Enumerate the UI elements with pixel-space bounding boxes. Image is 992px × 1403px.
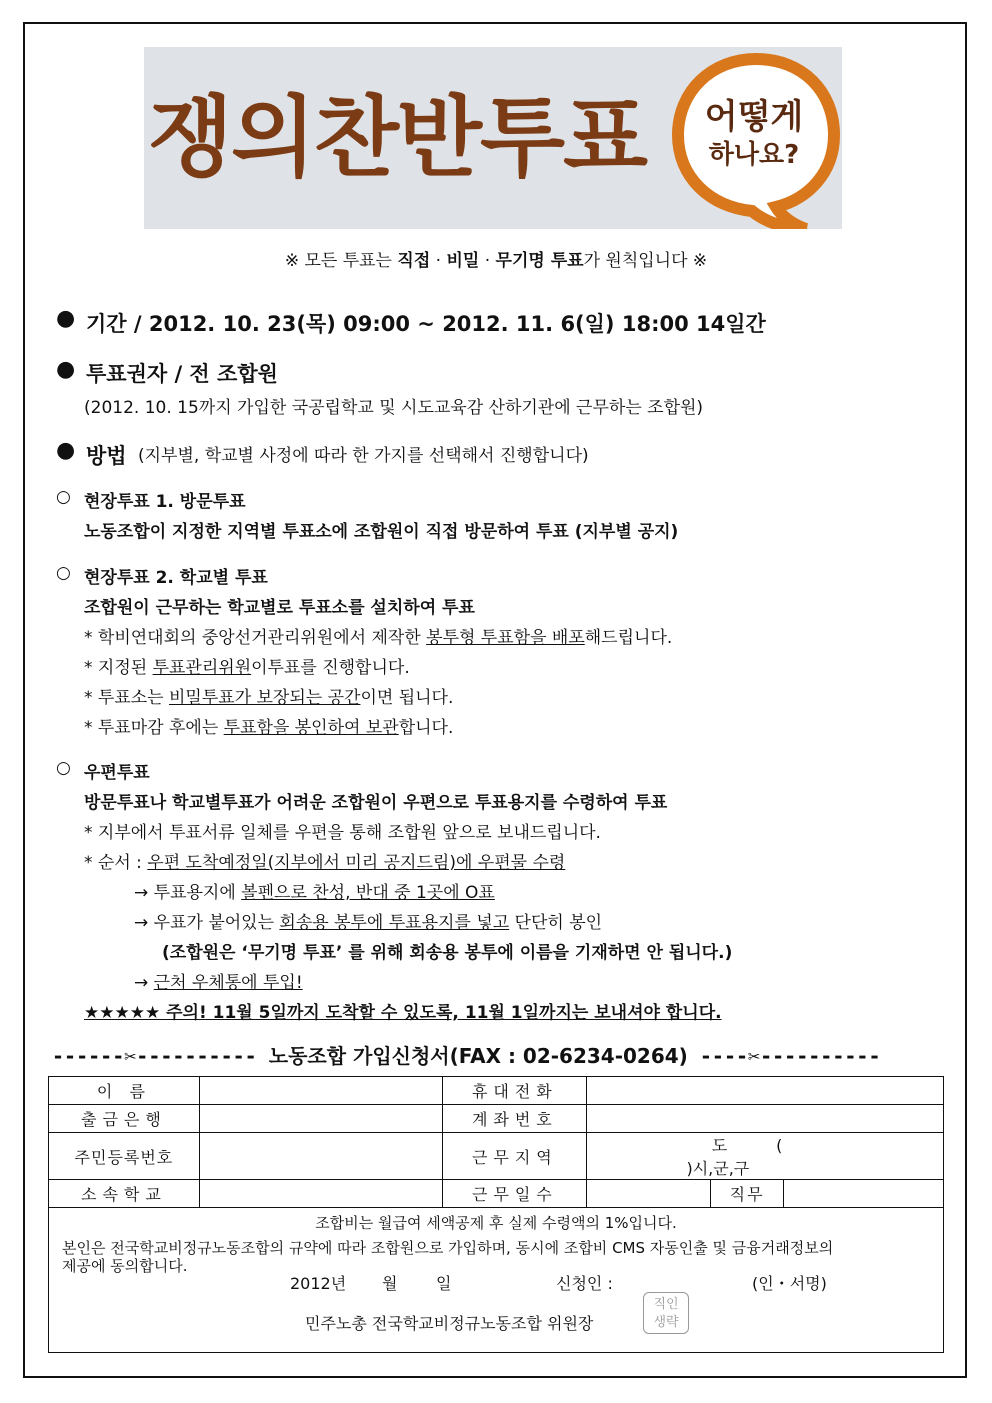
form-title: 노동조합 가입신청서(FAX : 02-6234-0264)	[268, 1044, 688, 1068]
bullet-icon: ●	[56, 357, 76, 382]
star-icon: *	[84, 628, 93, 648]
star-icon: *	[84, 658, 93, 678]
postal-title: 우편투표	[84, 763, 150, 783]
union-chair: 민주노총 전국학교비정규노동조합 위원장	[305, 1314, 594, 1333]
postal-step2: → 우표가 붙어있는 회송용 봉투에 투표용지를 넣고 단단히 봉인	[134, 913, 603, 933]
principle-suffix: 가 원칙입니다 ※	[583, 251, 708, 271]
scissors-icon: ----✂----------	[699, 1044, 881, 1068]
postal-step3: → 근처 우체통에 투입!	[134, 973, 303, 993]
consent-text: 본인은 전국학교비정규노동조합의 규약에 따라 조합원으로 가입하며, 동시에 조합비 CMS 자동인출 및 금융거래정보의	[62, 1239, 834, 1257]
period-heading: 기간 / 2012. 10. 23(목) 09:00 ~ 2012. 11. 6(일) 18:00 14일간	[86, 312, 766, 336]
postal-step2-note: (조합원은 ‘무기명 투표’ 를 위해 회송용 봉투에 이름을 기재하면 안 됩니다.)	[162, 943, 733, 963]
speech-bubble-icon	[672, 47, 842, 229]
bubble-line2: 하나요?	[708, 140, 800, 170]
label-school: 소속학교	[49, 1180, 200, 1208]
fee-note: 조합비는 월급여 세액공제 후 실제 수령액의 1%입니다.	[315, 1214, 677, 1232]
onsite2-title: 현장투표 2. 학교별 투표	[84, 568, 268, 588]
voters-heading: 투표권자 / 전 조합원	[86, 362, 278, 386]
resident-id-field[interactable]	[199, 1133, 443, 1180]
bubble-line1: 어떻게	[704, 97, 804, 137]
region-field[interactable]	[587, 1133, 944, 1180]
principle-sep1: ·	[430, 251, 447, 271]
star-icon: *	[84, 688, 93, 708]
circle-icon: ○	[56, 563, 71, 583]
region-paren: (	[776, 1136, 783, 1155]
label-job: 직무	[711, 1180, 784, 1208]
list-item: * 순서 : 우편 도착예정일(지부에서 미리 공지드림)에 우편물 수령	[84, 853, 566, 873]
label-bank: 출금은행	[49, 1105, 200, 1133]
principle-direct: 직접	[397, 251, 431, 271]
label-mobile: 휴대전화	[443, 1077, 587, 1105]
bank-field[interactable]	[199, 1105, 443, 1133]
label-region: 근무지역	[443, 1133, 587, 1180]
region-suffix: )시,군,구	[686, 1159, 750, 1178]
list-item: * 지정된 투표관리위원이투표를 진행합니다.	[84, 658, 410, 678]
label-name: 이 름	[49, 1077, 200, 1105]
banner-title: 쟁의찬반투표	[148, 86, 647, 189]
label-workdays: 근무일수	[443, 1180, 587, 1208]
list-item: * 지부에서 투표서류 일체를 우편을 통해 조합원 앞으로 보내드립니다.	[84, 823, 601, 843]
stamp-line1: 직인	[653, 1297, 679, 1312]
postal-step1: → 투표용지에 볼펜으로 찬성, 반대 중 1곳에 O표	[134, 883, 495, 903]
label-resident-id: 주민등록번호	[49, 1133, 200, 1180]
account-field[interactable]	[587, 1105, 944, 1133]
region-do: 도	[711, 1136, 728, 1155]
postal-desc: 방문투표나 학교별투표가 어려운 조합원이 우편으로 투표용지를 수령하여 투표	[84, 793, 668, 813]
scissors-icon: ------✂----------	[52, 1044, 257, 1068]
onsite2-desc: 조합원이 근무하는 학교별로 투표소를 설치하여 투표	[84, 598, 475, 618]
date-month: 월	[382, 1274, 398, 1293]
consent-text-2: 제공에 동의합니다.	[62, 1257, 188, 1275]
bullet-icon: ●	[56, 438, 76, 463]
name-field[interactable]	[199, 1077, 443, 1105]
principle-prefix: ※ 모든 투표는	[284, 251, 398, 271]
label-account: 계좌번호	[443, 1105, 587, 1133]
list-item: * 학비연대회의 중앙선거관리위원에서 제작한 봉투형 투표함을 배포해드립니다.	[84, 628, 673, 648]
circle-icon: ○	[56, 487, 71, 507]
star-icon: *	[84, 853, 93, 873]
list-item: * 투표소는 비밀투표가 보장되는 공간이면 됩니다.	[84, 688, 454, 708]
onsite1-desc: 노동조합이 지정한 지역별 투표소에 조합원이 직접 방문하여 투표 (지부별 공지)	[84, 522, 679, 542]
method-note: (지부별, 학교별 사정에 따라 한 가지를 선택해서 진행합니다)	[138, 446, 589, 466]
seal-stamp	[643, 1292, 689, 1334]
onsite1-title: 현장투표 1. 방문투표	[84, 492, 246, 512]
star-icon: *	[84, 823, 93, 843]
cut-line	[52, 1040, 942, 1069]
stamp-line2: 생략	[653, 1315, 679, 1330]
applicant-label: 신청인 :	[556, 1274, 613, 1293]
title-banner	[144, 47, 842, 229]
voting-principle	[0, 246, 992, 271]
principle-sep2: ·	[479, 251, 496, 271]
voters-note: (2012. 10. 15까지 가입한 국공립학교 및 시도교육감 산하기관에 근무하는 조합원)	[84, 398, 704, 418]
bullet-icon: ●	[56, 306, 76, 331]
date-year: 2012년	[290, 1274, 347, 1293]
principle-secret: 비밀	[446, 251, 480, 271]
principle-anonymous: 무기명 투표	[495, 251, 584, 271]
method-heading: 방법	[86, 444, 127, 468]
list-item: * 투표마감 후에는 투표함을 봉인하여 보관합니다.	[84, 718, 454, 738]
star-icon: *	[84, 718, 93, 738]
date-day: 일	[436, 1274, 452, 1293]
signature-label: (인・서명)	[752, 1274, 827, 1293]
circle-icon: ○	[56, 758, 71, 778]
mobile-field[interactable]	[587, 1077, 944, 1105]
application-form-table	[48, 1076, 944, 1208]
postal-warning: ★★★★★ 주의! 11월 5일까지 도착할 수 있도록, 11월 1일까지는 보내셔야 합니다.	[84, 1003, 722, 1023]
